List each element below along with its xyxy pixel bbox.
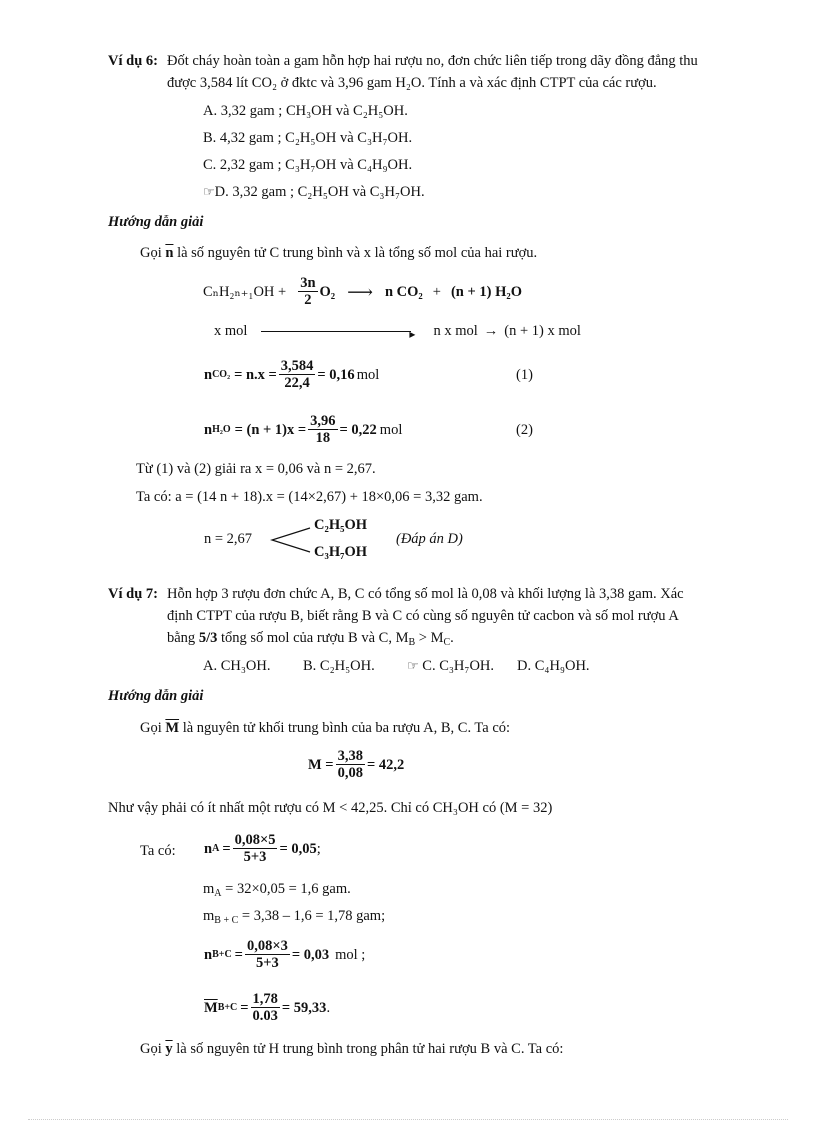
mol-mid: n x mol [433, 323, 478, 339]
example-6-label: Ví dụ 6: [108, 53, 158, 69]
fraction-h2o: $\frac{3,96}{18}$ [310, 413, 336, 446]
n-value: n = 2,67 [204, 531, 253, 547]
fraction-co2: $\frac{3,584}{22,4}$ [280, 358, 314, 391]
ex7-option-b: B. C₂H₅OH. [303, 658, 375, 674]
branch-brace [268, 524, 314, 556]
intro-line-6 [140, 244, 537, 262]
fraction-m: $\frac{3,38}{0,08}$ [337, 748, 363, 781]
guide-title-6: Hướng dẫn giải [108, 214, 204, 230]
equation-2-tag: (2) [516, 422, 533, 438]
equation-n-a: n A = $\frac{0,08\times 5}{5+3}$ = 0,05 ; [204, 832, 321, 865]
o2: O₂ [319, 284, 336, 300]
example-7-line-3: bằng 5/3 tổng số mol của rượu B và C, $M_B > M_C$. [167, 630, 454, 648]
mole-ratio-line [214, 322, 581, 340]
example-7-line-2: định CTPT của rượu B, biết rằng B và C có cùng số nguyên tử cacbon và số mol rượu A [167, 608, 679, 624]
example-7-label: Ví dụ 7: [108, 586, 158, 602]
product-co2: n CO₂ [384, 284, 423, 300]
example-7-line-1: Hỗn hợp 3 rượu đơn chức A, B, C có tổng số mol là 0,08 và khối lượng là 3,38 gam. Xác [167, 586, 684, 602]
m-bar-symbol: $\overline{M}$ [165, 720, 180, 736]
pointing-hand-icon: ☞ [203, 184, 215, 199]
ta-co-label: Ta có: [140, 843, 176, 859]
option-a: A. 3,32 gam ; CH₃OH và C₂H₅OH. [203, 103, 408, 119]
equation-n-bc: n B+C = $\frac{0,08\times 3}{5+3}$ = 0,03 mol ; [204, 938, 366, 971]
y-bar-symbol: $\overline{y}$ [165, 1041, 173, 1057]
option-d-text: D. 3,32 gam ; C₂H₅OH và C₃H₇OH. [214, 184, 425, 200]
reactant: CₙH₂ₙ₊₁OH + [203, 284, 287, 300]
example-6-line-1: Đốt cháy hoàn toàn a gam hỗn hợp hai rượu no, đơn chức liên tiếp trong dãy đồng đẳng thu [167, 53, 698, 69]
answer-note-d: (Đáp án D) [396, 531, 463, 547]
n-bar-symbol: $\overline{n}$ [165, 245, 174, 261]
equation-1-tag: (1) [516, 367, 533, 383]
compute-a-line: Ta có: a = (14 n + 18).x = (14×2,67) + 18×0,06 = 3,32 gam. [136, 489, 483, 505]
fraction-n-a: $\frac{0,08\times 5}{5+3}$ [234, 832, 276, 865]
intro-post: là số nguyên tử C trung bình và x là tổng số mol của hai rượu. [177, 245, 538, 261]
long-arrow: ▸ [261, 331, 411, 332]
ratio-5-3: 5/3 [198, 630, 218, 646]
option-d [203, 183, 425, 201]
branch-top-formula: C₂H₅OH [314, 517, 368, 533]
equation-2: n H₂O = (n + 1)x = $\frac{3,96}{18}$ = 0,22 mol [204, 413, 403, 446]
mol-right: (n + 1) x mol [504, 323, 581, 339]
branch-bottom-formula: C₃H₇OH [314, 544, 368, 560]
note-line: Như vậy phải có ít nhất một rượu có M < 42,25. Chỉ có CH₃OH có (M = 32) [108, 800, 553, 816]
ex7-option-a: A. CH₃OH. [203, 658, 271, 674]
mol-left: x mol [214, 323, 248, 339]
guide-title-7: Hướng dẫn giải [108, 688, 204, 704]
fraction-m-bc: $\frac{1,78}{0.03}$ [252, 991, 278, 1024]
ex7-option-d: D. C₄H₉OH. [517, 658, 590, 674]
intro-line-7: Gọi $\overline{M}$ là nguyên tử khối trung bình của ba rượu A, B, C. Ta có: [140, 720, 511, 736]
example-6-line-2: được 3,584 lít CO₂ ở đktc và 3,96 gam H₂O. Tính a và xác định CTPT của các rượu. [167, 75, 657, 91]
product-h2o: (n + 1) H₂O [450, 284, 522, 300]
o2-coefficient: $\frac{3n}{2}$ [300, 275, 316, 308]
intro-pre: Gọi [140, 245, 162, 261]
equation-1: n CO₂ = n.x = $\frac{3,584}{22,4}$ = 0,16 mol [204, 358, 380, 391]
mol-arrow: → [483, 323, 499, 339]
option-c: C. 2,32 gam ; C₃H₇OH và C₄H₉OH. [203, 157, 413, 173]
reaction-arrow: ⟶ [347, 282, 373, 302]
fraction-n-bc: $\frac{0,08\times 3}{5+3}$ [246, 938, 288, 971]
pointing-hand-icon: ☞ [407, 658, 419, 673]
ex7-option-c: ☞ C. C₃H₇OH. [407, 658, 495, 674]
equation-m-bar: M = $\frac{3,38}{0,08}$ = 42,2 [308, 748, 405, 781]
equation-m-bc: $\overline{M}$ B+C = $\frac{1,78}{0.03}$ = 59,33 . [204, 991, 331, 1024]
solve-line: Từ (1) và (2) giải ra x = 0,06 và n = 2,67. [136, 461, 376, 477]
example-7-options [203, 657, 590, 675]
plus-sign: + [432, 284, 441, 300]
mass-bc-line: $m_{B + C} = 3,38 - 1,6 = 1,78$ gam; [203, 908, 386, 926]
combustion-reaction [203, 272, 522, 312]
option-b: B. 4,32 gam ; C₂H₅OH và C₃H₇OH. [203, 130, 413, 146]
page-bottom-divider [28, 1119, 788, 1120]
last-line: Gọi $\overline{y}$ là số nguyên tử H trung bình trong phân tử hai rượu B và C. Ta có: [140, 1041, 564, 1057]
mass-a-line: $m_A = 32\times 0,05 = 1,6$ gam. [203, 881, 351, 899]
